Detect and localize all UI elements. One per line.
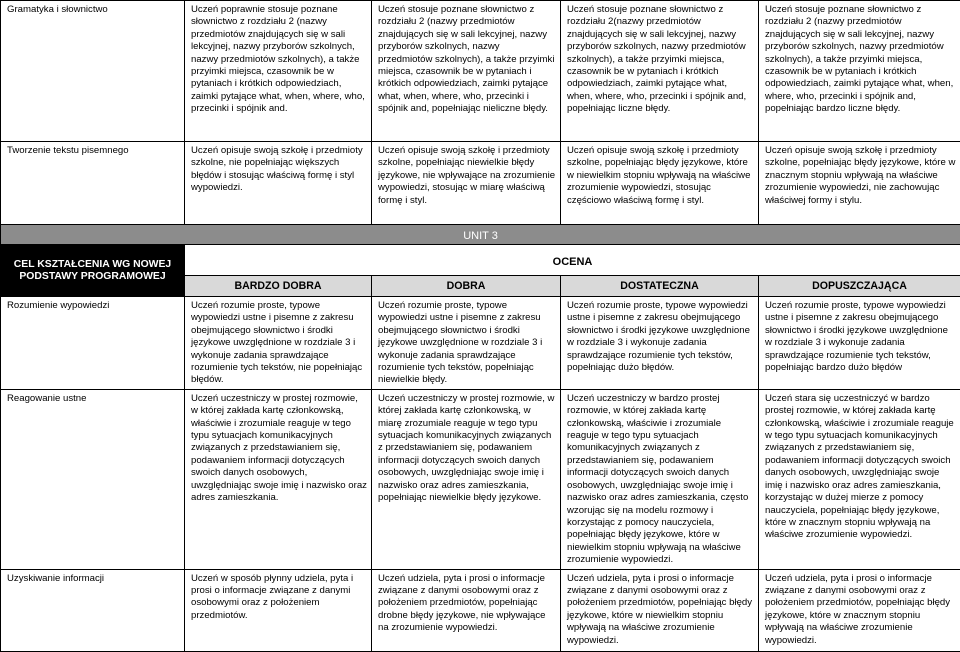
grade-cell: Uczeń rozumie proste, typowe wypowiedzi ustne i pisemne z zakresu obejmującego słownictwo i środki językowe uwzględnione w rozdziale 3 i wykonuje zadania sprawdzające rozumienie tych tekstów, popełniając niewielkie błędy. xyxy=(372,297,561,390)
grade-header-dobra: DOBRA xyxy=(372,276,561,297)
grade-cell: Uczeń udziela, pyta i prosi o informacje związane z danymi osobowymi oraz z położeniem przedmiotów, popełniając błędy językowe, które w niewielkim stopniu wpływają na właściwe zrozumienie wypowiedzi. xyxy=(561,569,759,651)
grade-cell: Uczeń rozumie proste, typowe wypowiedzi ustne i pisemne z zakresu obejmującego słownictwo i środki językowe uwzględnione w rozdziale 3 i wykonuje zadania sprawdzające rozumienie tych tekstów, popełniając dużo błędów. xyxy=(561,297,759,390)
criterion-label: Rozumienie wypowiedzi xyxy=(1,297,185,390)
grade-cell: Uczeń w sposób płynny udziela, pyta i prosi o informacje związane z danymi osobowymi oraz z położeniem przedmiotów. xyxy=(185,569,372,651)
grammar-writing-table xyxy=(0,0,960,225)
grade-cell: Uczeń opisuje swoją szkołę i przedmioty szkolne, popełniając niewielkie błędy językowe, nie wpływające na zrozumienie wypowiedzi, stosując w miarę właściwą formę i styl. xyxy=(372,142,561,225)
table-row xyxy=(1,1,960,142)
criterion-label: Uzyskiwanie informacji xyxy=(1,569,185,651)
grade-cell: Uczeń rozumie proste, typowe wypowiedzi ustne i pisemne z zakresu obejmującego słownictwo i środki językowe uwzględnione w rozdziale 3 i wykonuje zadania sprawdzające rozumienie tych tekstów, nie popełniając błędów. xyxy=(185,297,372,390)
criterion-label: Gramatyka i słownictwo xyxy=(1,1,185,142)
table-row xyxy=(1,389,960,569)
grade-cell: Uczeń stosuje poznane słownictwo z rozdziału 2 (nazwy przedmiotów znajdujących się w sali lekcyjnej, nazwy przyborów szkolnych, nazwy przedmiotów szkolnych), a także przyimki miejsca, czasownik be w pytaniach i krótkich odpowiedziach, zaimki pytające what, when, where, who, przecinki i spójnik and, popełniając nieliczne błędy. xyxy=(372,1,561,142)
grade-cell: Uczeń stosuje poznane słownictwo z rozdziału 2(nazwy przedmiotów znajdujących się w sali lekcyjnej, nazwy przyborów szkolnych, nazwy przedmiotów szkolnych), a także przyimki miejsca, czasownik be w pytaniach i krótkich odpowiedziach, zaimki pytające what, when, where, who, przecinki i spójnik and, popełniając liczne błędy. xyxy=(561,1,759,142)
goal-header: CEL KSZTAŁCENIA WG NOWEJ PODSTAWY PROGRAMOWEJ xyxy=(1,245,185,297)
grade-cell: Uczeń stara się uczestniczyć w bardzo prostej rozmowie, w której zakłada kartę członkowską, właściwie i zrozumiale reaguje w tego typu sytuacjach komunikacyjnych związanych z przedstawianiem się, podawaniem informacji dotyczących swoich danych osobowych, uwzględniając swoje imię i nazwisko oraz adres zamieszkania, korzystając w dużej mierze z pomocy nauczyciela, popełniając błędy językowe, które w znacznym stopniu wpływają na właściwe zrozumienie wypowiedzi. xyxy=(759,389,960,569)
grade-cell: Uczeń rozumie proste, typowe wypowiedzi ustne i pisemne z zakresu obejmującego słownictwo i środki językowe uwzględnione w rozdziale 3 i wykonuje zadania sprawdzające rozumienie tych tekstów, popełniając bardzo dużo błędów xyxy=(759,297,960,390)
grade-cell: Uczeń uczestniczy w bardzo prostej rozmowie, w której zakłada kartę członkowską, właściwie i zrozumiale reaguje w tego typu sytuacjach komunikacyjnych związanych z przedstawianiem się, podawaniem informacji dotyczących swoich danych osobowych, uwzględniając swoje imię i nazwisko oraz adres zamieszkania, często wzorując się na modelu rozmowy i korzystając z pomocy nauczyciela, popełniając błędy językowe, które w niewielkim stopniu wpływają na właściwe zrozumienie wypowiedzi. xyxy=(561,389,759,569)
grade-header-dostateczna: DOSTATECZNA xyxy=(561,276,759,297)
grade-cell: Uczeń stosuje poznane słownictwo z rozdziału 2 (nazwy przedmiotów znajdujących się w sali lekcyjnej, nazwy przyborów szkolnych, nazwy przedmiotów szkolnych), a także przyimki miejsca, czasownik be w pytaniach i krótkich odpowiedziach, zaimki pytające what, when, where, who, przecinki i spójnik and, popełniając bardzo liczne błędy. xyxy=(759,1,960,142)
grade-cell: Uczeń poprawnie stosuje poznane słownictwo z rozdziału 2 (nazwy przedmiotów znajdujących się w sali lekcyjnej, nazwy przyborów szkolnych, nazwy przedmiotów szkolnych), a także przyimki miejsca, czasownik be w pytaniach i krótkich odpowiedziach, zaimki pytające what, when, where, who, przecinki i spójnik and. xyxy=(185,1,372,142)
table-row xyxy=(1,142,960,225)
grade-cell: Uczeń opisuje swoją szkołę i przedmioty szkolne, nie popełniając większych błędów i stosując właściwą formę i styl wypowiedzi. xyxy=(185,142,372,225)
table-row xyxy=(1,297,960,390)
table-row xyxy=(1,569,960,651)
grade-header-bardzo-dobra: BARDZO DOBRA xyxy=(185,276,372,297)
grade-header-dopuszczajaca: DOPUSZCZAJĄCA xyxy=(759,276,960,297)
unit-title: UNIT 3 xyxy=(1,225,960,245)
grade-cell: Uczeń uczestniczy w prostej rozmowie, w której zakłada kartę członkowską, właściwie i zrozumiale reaguje w tego typu sytuacjach komunikacyjnych związanych z przedstawianiem się, podawaniem informacji dotyczących swoich danych osobowych, uwzględniając swoje imię i nazwisko oraz adres zamieszkania. xyxy=(185,389,372,569)
criterion-label: Reagowanie ustne xyxy=(1,389,185,569)
grade-cell: Uczeń opisuje swoją szkołę i przedmioty szkolne, popełniając błędy językowe, które w znacznym stopniu wpływają na właściwe zrozumienie wypowiedzi, nie zachowując właściwej formy i stylu. xyxy=(759,142,960,225)
ocena-header: OCENA xyxy=(185,245,960,276)
grade-cell: Uczeń udziela, pyta i prosi o informacje związane z danymi osobowymi oraz z położeniem przedmiotów, popełniając drobne błędy językowe, nie wpływające na zrozumienie wypowiedzi. xyxy=(372,569,561,651)
unit-3-table xyxy=(0,224,960,652)
grade-cell: Uczeń udziela, pyta i prosi o informacje związane z danymi osobowymi oraz z położeniem przedmiotów, popełniając błędy językowe, które w znacznym stopniu wpływają na właściwe zrozumienie wypowiedzi. xyxy=(759,569,960,651)
grade-cell: Uczeń opisuje swoją szkołę i przedmioty szkolne, popełniając błędy językowe, które w niewielkim stopniu wpływają na właściwe zrozumienie wypowiedzi, stosując częściowo właściwą formę i styl. xyxy=(561,142,759,225)
grade-cell: Uczeń uczestniczy w prostej rozmowie, w której zakłada kartę członkowską, w miarę zrozumiale reaguje w tego typu sytuacjach komunikacyjnych związanych z przedstawianiem się, podawaniem informacji dotyczących swoich danych osobowych, uwzględniając swoje imię i nazwisko oraz adres zamieszkania, popełniając niewielkie błędy językowe. xyxy=(372,389,561,569)
criterion-label: Tworzenie tekstu pisemnego xyxy=(1,142,185,225)
header-row xyxy=(1,245,960,276)
unit-title-row xyxy=(1,225,960,245)
